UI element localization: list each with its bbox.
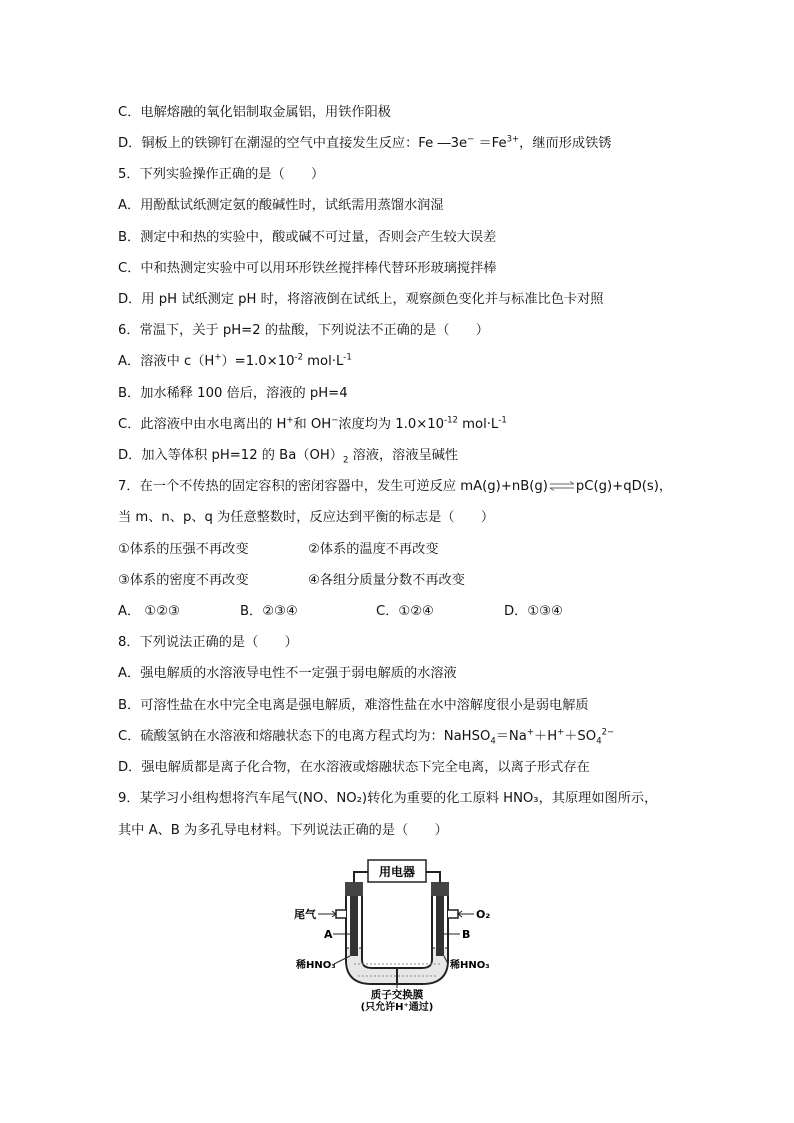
electrode-a	[350, 896, 358, 956]
electrode-a-label: A	[324, 928, 333, 941]
question-7-items-2: ③体系的密度不再改变 ④各组分质量分数不再改变	[118, 573, 465, 588]
question-5-option-a: A．用酚酞试纸测定氨的酸碱性时，试纸需用蒸馏水润湿	[118, 198, 444, 213]
o2-inlet-tube	[448, 910, 458, 918]
left-acid-label: 稀HNO₃	[296, 960, 336, 971]
question-8-option-a: A．强电解质的水溶液导电性不一定强于弱电解质的水溶液	[118, 666, 457, 681]
o2-label: O₂	[476, 908, 491, 921]
right-acid-label: 稀HNO₃	[450, 960, 490, 971]
exhaust-inlet-tube	[336, 910, 346, 918]
left-stopper	[345, 882, 363, 896]
membrane-note: (只允许H⁺通过)	[360, 1002, 434, 1012]
question-8-option-c: C．硫酸氢钠在水溶液和熔融状态下的电离方程式均为：$NaHSO_4=Na^++H^++SO_4^{2-}$	[118, 727, 615, 747]
question-9-stem: 9．某学习小组构想将汽车尾气(NO、NO₂)转化为重要的化工原料 HNO₃，其原理如图所示，	[118, 791, 658, 806]
right-stopper	[431, 882, 449, 896]
device-label: 用电器	[378, 865, 416, 879]
question-6-option-a: A．溶液中 $c(H^+)=1.0\times 10^{-2}$ $mol\cdot L^{-1}$	[118, 352, 352, 369]
question-8-stem: 8．下列说法正确的是（ ）	[118, 635, 298, 650]
question-5-option-b: B．测定中和热的实验中，酸或碱不可过量，否则会产生较大误差	[118, 230, 497, 245]
question-7-stem-cont: 当 m、n、p、q 为任意整数时，反应达到平衡的标志是（ ）	[118, 510, 495, 525]
electrode-b-label: B	[462, 928, 471, 941]
question-7-items-1: ①体系的压强不再改变 ②体系的温度不再改变	[118, 542, 439, 557]
question-7-options: A． ①②③ B．②③④ C．①②④ D．①③④	[118, 604, 563, 619]
option-5c-prev-line: C．电解熔融的氧化铝制取金属铝，用铁作阳极	[118, 105, 391, 120]
question-9-stem-cont: 其中 A、B 为多孔导电材料。下列说法正确的是（ ）	[118, 823, 448, 838]
fuel-cell-diagram	[292, 852, 502, 1012]
option-d-iron-rivet: D．铜板上的铁铆钉在潮湿的空气中直接发生反应：Fe ―3e− $=Fe^{3+}$，继而形成铁锈	[118, 134, 612, 151]
question-8-option-b: B．可溶性盐在水中完全电离是强电解质，难溶性盐在水中溶解度很小是弱电解质	[118, 698, 589, 713]
question-6-option-b: B．加水稀释 100 倍后，溶液的 pH=4	[118, 386, 348, 401]
question-5-option-d: D．用 pH 试纸测定 pH 时，将溶液倒在试纸上，观察颜色变化并与标准比色卡对照	[118, 292, 604, 307]
question-6-option-c: C．此溶液中由水电离出的 H+和 OH−浓度均为 $1.0\times 10^{-12}$ $mol\cdot L^{-1}$	[118, 415, 507, 432]
electrode-b	[436, 896, 444, 956]
membrane-label: 质子交换膜	[370, 989, 424, 1001]
exhaust-label: 尾气	[294, 908, 316, 921]
question-7-stem: 7．在一个不传热的固定容积的密闭容器中，发生可逆反应 mA(g)+nB(g) pC(g)+qD(s)，	[118, 479, 673, 494]
reversible-arrow-icon	[549, 481, 575, 491]
question-8-option-d: D．强电解质都是离子化合物，在水溶液或熔融状态下完全电离，以离子形式存在	[118, 760, 590, 775]
question-5-option-c: C．中和热测定实验中可以用环形铁丝搅拌棒代替环形玻璃搅拌棒	[118, 261, 497, 276]
u-tube-inner	[362, 896, 432, 968]
question-6-stem: 6．常温下，关于 pH=2 的盐酸，下列说法不正确的是（ ）	[118, 323, 489, 338]
question-5-stem: 5．下列实验操作正确的是（ ）	[118, 167, 325, 182]
question-6-option-d: D．加入等体积 pH=12 的 $Ba(OH)_2$ 溶液，溶液呈碱性	[118, 448, 459, 466]
